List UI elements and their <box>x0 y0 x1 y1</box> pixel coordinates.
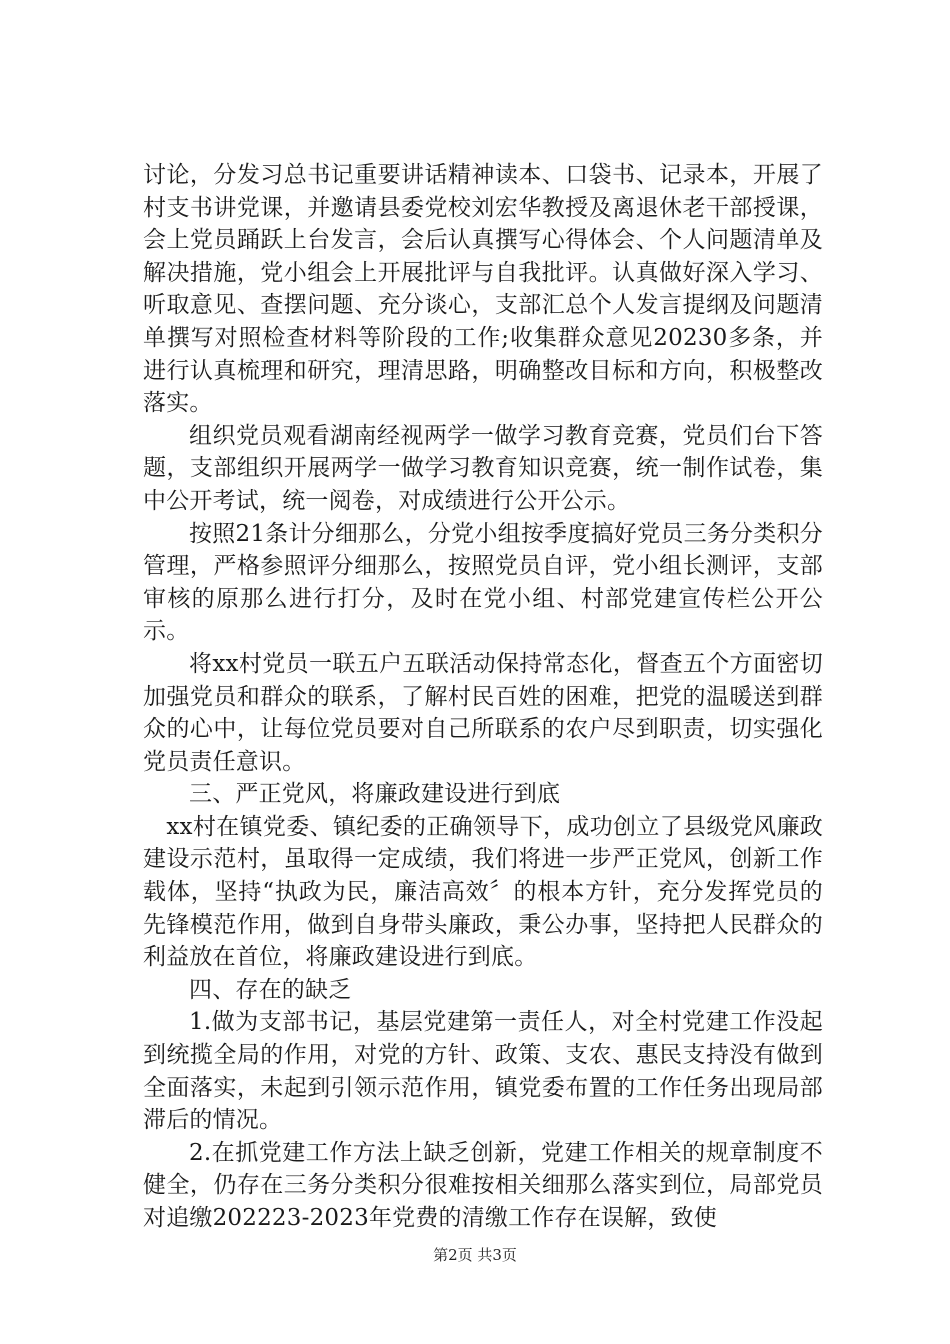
paragraph-7: 2.在抓党建工作方法上缺乏创新，党建工作相关的规章制度不健全，仍存在三务分类积分很难按相关细那么落实到位，局部党员对追缴202223-2023年党费的清缴工作存在误解，致使 <box>143 1139 823 1231</box>
paragraph-3: 按照21条计分细那么，分党小组按季度搞好党员三务分类积分管理，严格参照评分细那么，按照党员自评，党小组长测评，支部审核的原那么进行打分，及时在党小组、村部党建宣传栏公开公示。 <box>143 520 823 645</box>
paragraph-5: xx村在镇党委、镇纪委的正确领导下，成功创立了县级党风廉政建设示范村，虽取得一定成绩，我们将进一步严正党风，创新工作载体，坚持“执政为民，廉洁高效〞的根本方针，充分发挥党员的先锋模范作用，做到自身带头廉政，秉公办事，坚持把人民群众的利益放在首位，将廉政建设进行到底。 <box>143 813 823 971</box>
section-heading-3: 三、严正党风，将廉政建设进行到底 <box>189 781 561 808</box>
paragraph-2: 组织党员观看湖南经视两学一做学习教育竞赛，党员们台下答题，支部组织开展两学一做学习教育知识竞赛，统一制作试卷，集中公开考试，统一阅卷，对成绩进行公开公示。 <box>143 422 823 514</box>
paragraph-6: 1.做为支部书记，基层党建第一责任人，对全村党建工作没起到统揽全局的作用，对党的方针、政策、支农、惠民支持没有做到全面落实，未起到引领示范作用，镇党委布置的工作任务出现局部滞后的情况。 <box>143 1009 823 1134</box>
document-body <box>143 159 823 1235</box>
page-number-footer: 第2页 共3页 <box>433 1246 517 1264</box>
section-heading-4: 四、存在的缺乏 <box>189 976 352 1003</box>
paragraph-4: 将xx村党员一联五户五联活动保持常态化，督查五个方面密切加强党员和群众的联系，了解村民百姓的困难，把党的温暖送到群众的心中，让每位党员要对自己所联系的农户尽到职责，切实强化党员责任意识。 <box>143 650 823 775</box>
paragraph-1: 讨论，分发习总书记重要讲话精神读本、口袋书、记录本，开展了村支书讲党课，并邀请县委党校刘宏华教授及离退休老干部授课，会上党员踊跃上台发言，会后认真撰写心得体会、个人问题清单及解决措施，党小组会上开展批评与自我批评。认真做好深入学习、听取意见、查摆问题、充分谈心，支部汇总个人发言提纲及问题清单撰写对照检查材料等阶段的工作;收集群众意见20230多条，并进行认真梳理和研究，理清思路，明确整改目标和方向，积极整改落实。 <box>143 162 823 417</box>
